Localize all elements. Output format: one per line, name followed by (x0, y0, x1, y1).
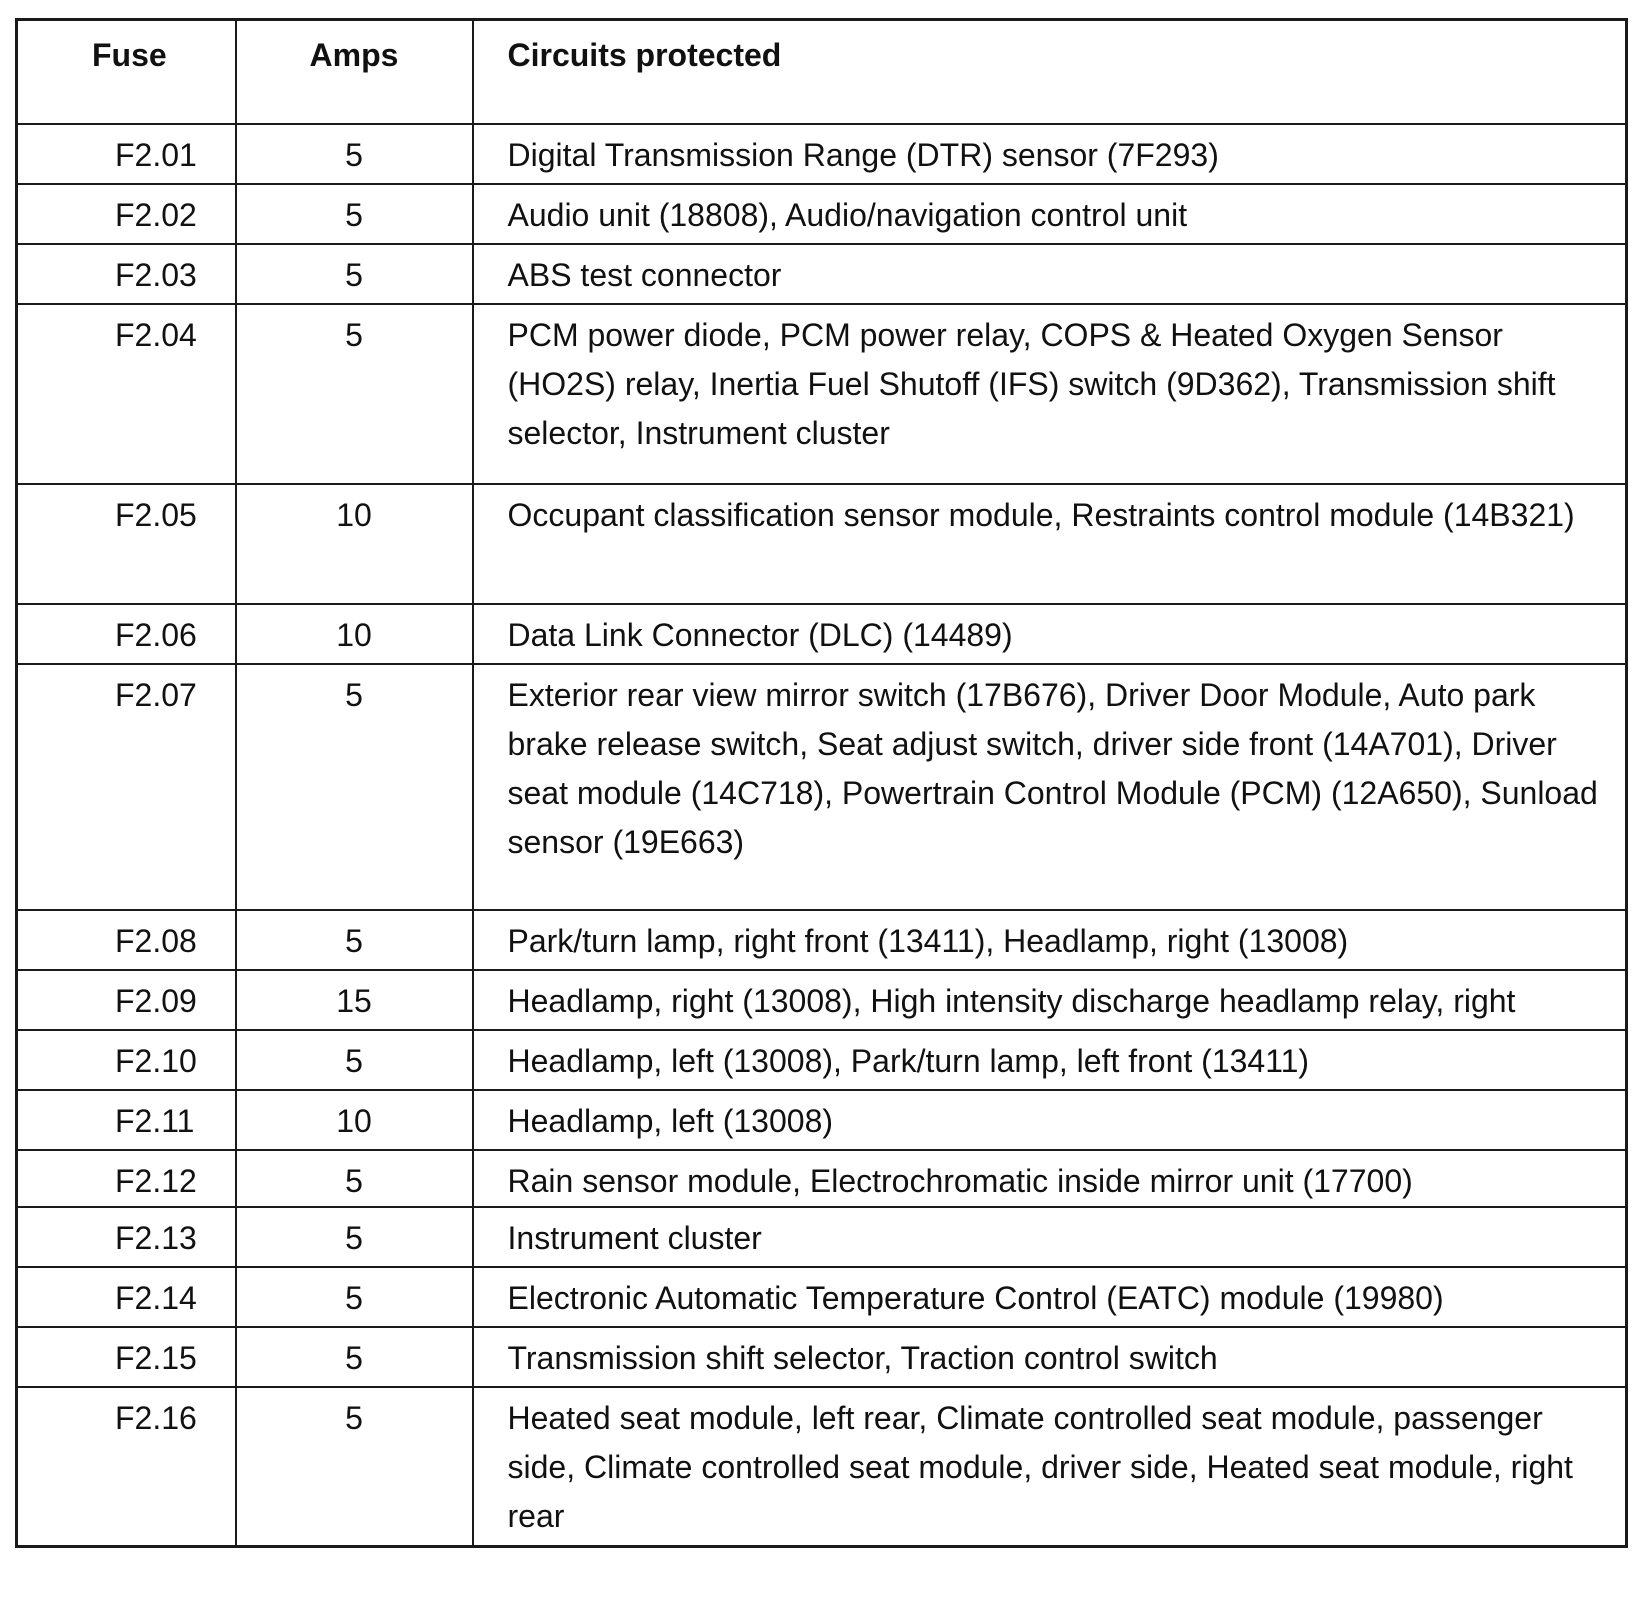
fuse-cell: F2.08 (17, 910, 236, 970)
circuits-cell: Exterior rear view mirror switch (17B676), Driver Door Module, Auto park brake release switch, Seat adjust switch, driver side front (14A701), Driver seat module (14C718), Powertrain Control Module (PCM) (12A650), Sunload sensor (19E663) (473, 664, 1627, 910)
circuits-cell: Digital Transmission Range (DTR) sensor (7F293) (473, 124, 1627, 184)
circuits-cell: Data Link Connector (DLC) (14489) (473, 604, 1627, 664)
fuse-cell: F2.11 (17, 1090, 236, 1150)
table-row (17, 1030, 1627, 1090)
header-fuse: Fuse (17, 20, 236, 124)
circuits-cell: Transmission shift selector, Traction control switch (473, 1327, 1627, 1387)
amps-cell: 5 (236, 1267, 473, 1327)
fuse-cell: F2.03 (17, 244, 236, 304)
header-row (17, 20, 1627, 124)
circuits-cell: Rain sensor module, Electrochromatic inside mirror unit (17700) (473, 1150, 1627, 1207)
amps-cell: 10 (236, 604, 473, 664)
circuits-cell: Headlamp, left (13008) (473, 1090, 1627, 1150)
circuits-cell: Instrument cluster (473, 1207, 1627, 1267)
table-row (17, 1387, 1627, 1547)
amps-cell: 5 (236, 1387, 473, 1547)
table-row (17, 124, 1627, 184)
fuse-cell: F2.09 (17, 970, 236, 1030)
table-row (17, 184, 1627, 244)
table-body (17, 124, 1627, 1547)
header-amps: Amps (236, 20, 473, 124)
table-row (17, 1150, 1627, 1207)
amps-cell: 5 (236, 244, 473, 304)
fuse-cell: F2.04 (17, 304, 236, 484)
fuse-cell: F2.01 (17, 124, 236, 184)
table-row (17, 1267, 1627, 1327)
fuse-cell: F2.14 (17, 1267, 236, 1327)
fuse-cell: F2.13 (17, 1207, 236, 1267)
header-circuits: Circuits protected (473, 20, 1627, 124)
circuits-cell: Audio unit (18808), Audio/navigation control unit (473, 184, 1627, 244)
fuse-cell: F2.02 (17, 184, 236, 244)
circuits-cell: Headlamp, right (13008), High intensity discharge headlamp relay, right (473, 970, 1627, 1030)
amps-cell: 5 (236, 1150, 473, 1207)
table-row (17, 244, 1627, 304)
fuse-cell: F2.07 (17, 664, 236, 910)
circuits-cell: ABS test connector (473, 244, 1627, 304)
table-row (17, 1327, 1627, 1387)
amps-cell: 5 (236, 184, 473, 244)
fuse-cell: F2.10 (17, 1030, 236, 1090)
fuse-cell: F2.16 (17, 1387, 236, 1547)
amps-cell: 5 (236, 664, 473, 910)
circuits-cell: Headlamp, left (13008), Park/turn lamp, left front (13411) (473, 1030, 1627, 1090)
circuits-cell: Electronic Automatic Temperature Control (EATC) module (19980) (473, 1267, 1627, 1327)
table-row (17, 1207, 1627, 1267)
table-row (17, 604, 1627, 664)
circuits-cell: Occupant classification sensor module, Restraints control module (14B321) (473, 484, 1627, 604)
fuse-cell: F2.06 (17, 604, 236, 664)
amps-cell: 15 (236, 970, 473, 1030)
amps-cell: 5 (236, 1207, 473, 1267)
circuits-cell: PCM power diode, PCM power relay, COPS & Heated Oxygen Sensor (HO2S) relay, Inertia Fuel Shutoff (IFS) switch (9D362), Transmission shift selector, Instrument cluster (473, 304, 1627, 484)
fuse-table (15, 18, 1628, 1548)
amps-cell: 5 (236, 910, 473, 970)
table-row (17, 304, 1627, 484)
fuse-cell: F2.12 (17, 1150, 236, 1207)
amps-cell: 5 (236, 1327, 473, 1387)
table-row (17, 484, 1627, 604)
table-row (17, 1090, 1627, 1150)
amps-cell: 10 (236, 1090, 473, 1150)
table-row (17, 910, 1627, 970)
amps-cell: 5 (236, 304, 473, 484)
fuse-cell: F2.05 (17, 484, 236, 604)
table-header (17, 20, 1627, 124)
amps-cell: 5 (236, 1030, 473, 1090)
circuits-cell: Park/turn lamp, right front (13411), Headlamp, right (13008) (473, 910, 1627, 970)
table-row (17, 970, 1627, 1030)
amps-cell: 10 (236, 484, 473, 604)
circuits-cell: Heated seat module, left rear, Climate controlled seat module, passenger side, Climate controlled seat module, driver side, Heated seat module, right rear (473, 1387, 1627, 1547)
table-row (17, 664, 1627, 910)
amps-cell: 5 (236, 124, 473, 184)
fuse-cell: F2.15 (17, 1327, 236, 1387)
